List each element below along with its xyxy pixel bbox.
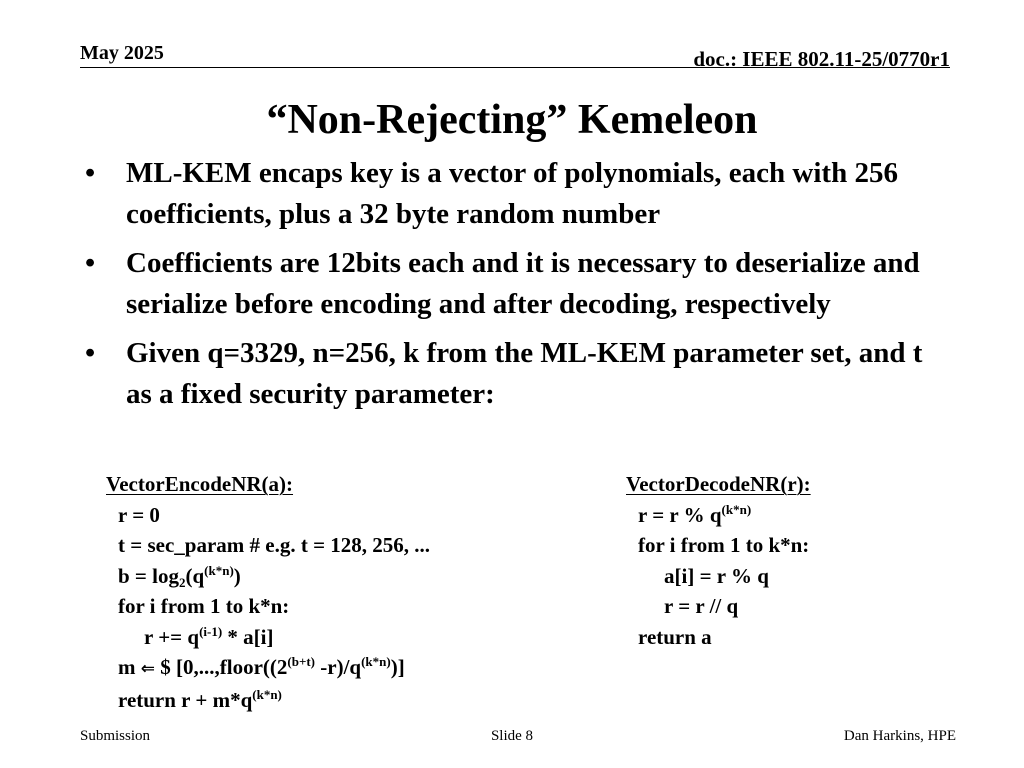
encode-algorithm [106, 469, 430, 715]
header-date: May 2025 [80, 42, 164, 64]
decode-heading: VectorDecodeNR(r): [626, 472, 811, 496]
footer-author: Dan Harkins, HPE [843, 728, 956, 744]
encode-heading: VectorEncodeNR(a): [106, 472, 294, 496]
footer-slide-number: Slide 8 [490, 728, 534, 744]
bullet-item [82, 153, 952, 235]
bullet-text: ML-KEM encaps key is a vector of polynomials, each with 256 coefficients, plus a 32 byte random number [126, 157, 898, 230]
header-divider [80, 67, 950, 68]
code-line: for i from 1 to k*n: [638, 533, 810, 557]
code-line: m ⇐ $ [$0,...,floor((2^{(b+t)}$ $-r)/q^{(k*n)}$)] [118, 654, 405, 679]
bullet-text: Given q=3329, n=256, k from the ML-KEM parameter set, and t as a fixed security parameter: [126, 337, 923, 410]
bullet-icon: • [85, 247, 96, 279]
bullet-icon: • [85, 157, 96, 189]
bullet-icon: • [85, 337, 96, 369]
bullet-text: Coefficients are 12bits each and it is necessary to deserialize and serialize before encoding and after decoding, respectively [126, 247, 920, 320]
slide-title: “Non-Rejecting” Kemeleon [266, 97, 758, 143]
header-doc-id: doc.: IEEE 802.11-25/0770r1 [693, 47, 950, 71]
code-line: $b = \log_2(q^{(k*n)})$ [118, 562, 241, 590]
bullet-list [82, 153, 952, 423]
bullet-item [82, 243, 952, 325]
code-line: return a [638, 624, 712, 649]
footer-submission: Submission [80, 728, 151, 744]
decode-algorithm [626, 469, 811, 652]
left-arrow-icon: ⇐ [140, 659, 155, 679]
code-line: a[i] = r % q [664, 563, 769, 588]
bullet-item [82, 333, 952, 415]
code-line: return $r + m*q^{(k*n)}$ [118, 686, 282, 712]
code-line: r = 0 [118, 502, 160, 527]
code-line: r = r % $q^{(k*n)}$ [638, 501, 752, 527]
code-line: for i from 1 to k*n: [118, 594, 290, 618]
code-line: $r += q^{(i-1)} * a[i]$ [144, 623, 274, 649]
code-line: r = r // q [664, 594, 739, 618]
code-line: t = sec_param # e.g. t = 128, 256, ... [118, 533, 431, 557]
